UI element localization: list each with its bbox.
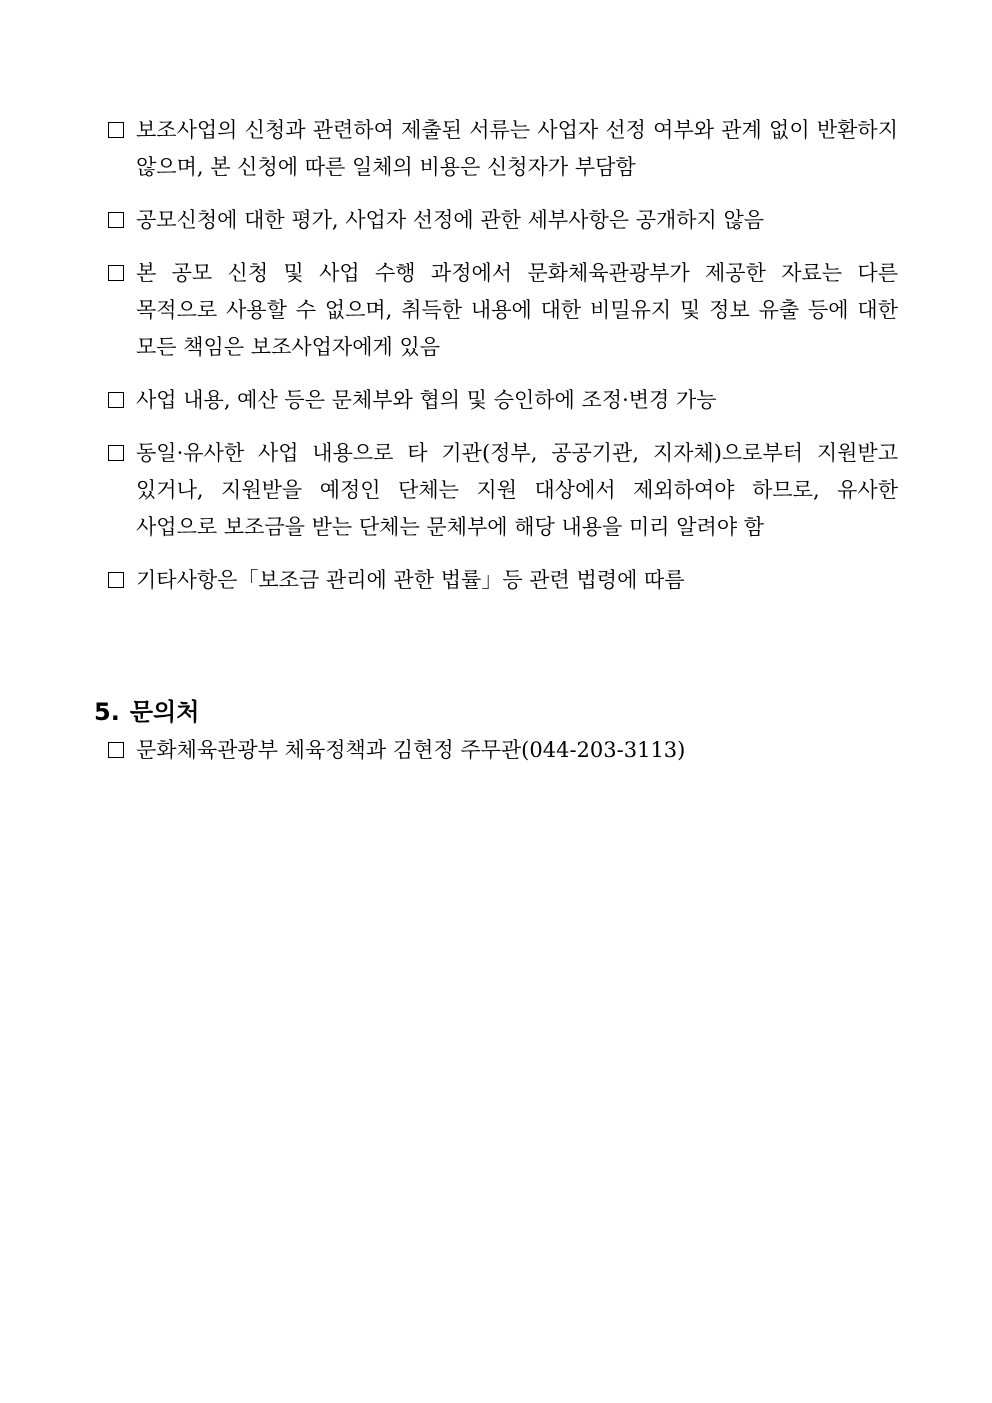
- list-item: [106, 435, 898, 546]
- note-text: 보조사업의 신청과 관련하여 제출된 서류는 사업자 선정 여부와 관계 없이 반환하지 않으며, 본 신청에 따른 일체의 비용은 신청자가 부담함: [136, 118, 898, 179]
- contact-text: 문화체육관광부 체육정책과 김현정 주무관(044-203-3113): [136, 738, 686, 762]
- section-number: 5.: [94, 698, 120, 726]
- checkbox-square-icon: [108, 122, 124, 138]
- checkbox-square-icon: [108, 742, 124, 758]
- contact-item: [94, 732, 904, 769]
- checkbox-square-icon: [108, 572, 124, 588]
- list-item: [106, 562, 898, 599]
- note-text: 동일·유사한 사업 내용으로 타 기관(정부, 공공기관, 지자체)으로부터 지원받고 있거나, 지원받을 예정인 단체는 지원 대상에서 제외하여야 하므로, 유사한 사업으로 보조금을 받는 단체는 문체부에 해당 내용을 미리 알려야 함: [136, 441, 898, 539]
- list-item: [106, 202, 898, 239]
- notes-list: [106, 112, 898, 615]
- checkbox-square-icon: [108, 445, 124, 461]
- note-text: 기타사항은「보조금 관리에 관한 법률」등 관련 법령에 따름: [136, 568, 685, 592]
- checkbox-square-icon: [108, 265, 124, 281]
- note-text: 사업 내용, 예산 등은 문체부와 협의 및 승인하에 조정·변경 가능: [136, 388, 717, 412]
- list-item: [106, 255, 898, 366]
- section-title: 문의처: [129, 698, 200, 726]
- contact-section: [94, 694, 904, 769]
- note-text: 공모신청에 대한 평가, 사업자 선정에 관한 세부사항은 공개하지 않음: [136, 208, 765, 232]
- checkbox-square-icon: [108, 212, 124, 228]
- list-item: [106, 112, 898, 186]
- section-heading: [94, 694, 904, 730]
- checkbox-square-icon: [108, 392, 124, 408]
- note-text: 본 공모 신청 및 사업 수행 과정에서 문화체육관광부가 제공한 자료는 다른 목적으로 사용할 수 없으며, 취득한 내용에 대한 비밀유지 및 정보 유출 등에 대한 모든 책임은 보조사업자에게 있음: [136, 261, 898, 359]
- list-item: [106, 382, 898, 419]
